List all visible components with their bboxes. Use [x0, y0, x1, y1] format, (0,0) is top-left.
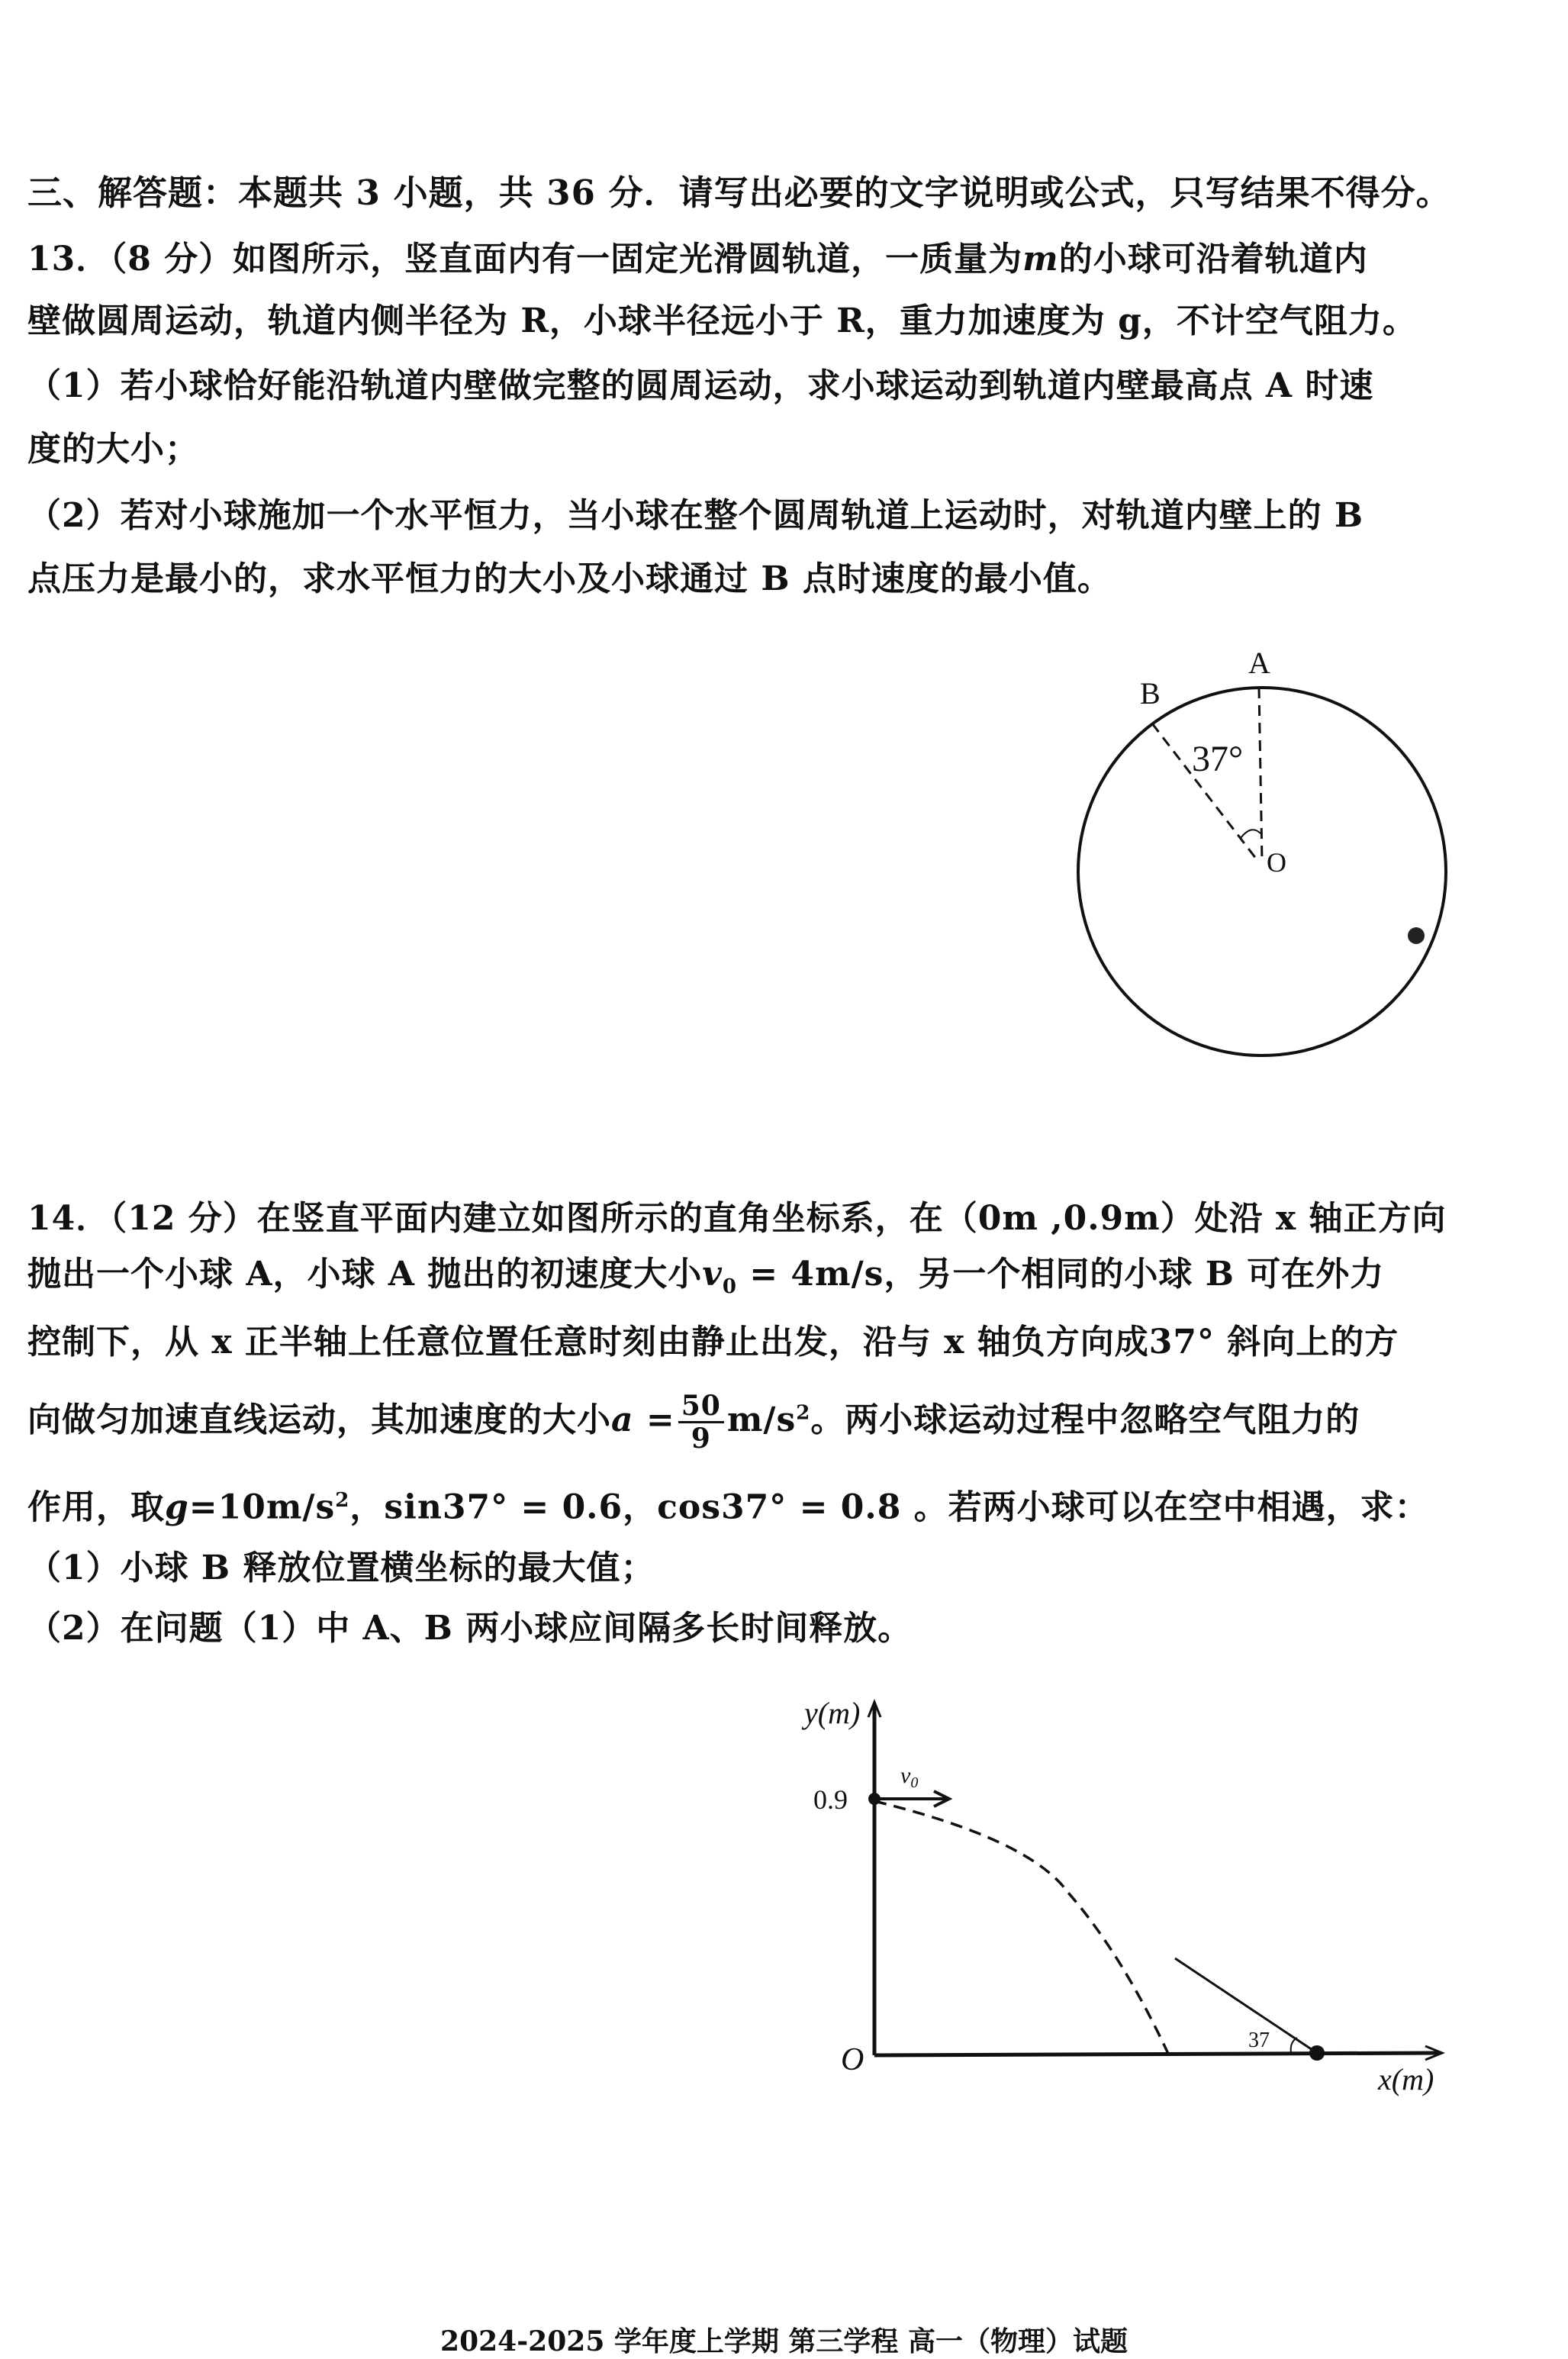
accel-unit: m/s [726, 1400, 797, 1439]
g-value: =10m/s [188, 1487, 336, 1527]
ball [1408, 927, 1425, 944]
q13-mass-var: m [1022, 240, 1059, 279]
angle-label: 37° [1192, 739, 1244, 779]
q13-part1: （1）若小球恰好能沿轨道内壁做完整的圆周运动，求小球运动到轨道内壁最高点 A 时速 [27, 366, 1374, 405]
q14-line4 [27, 1391, 1360, 1454]
v0-sub: 0 [910, 1774, 919, 1791]
v0-sub: 0 [722, 1275, 737, 1298]
q14-part1: （1）小球 B 释放位置横坐标的最大值； [27, 1548, 655, 1587]
q13-part2-cont: 点压力是最小的，求水平恒力的大小及小球通过 B 点时速度的最小值。 [27, 559, 1112, 598]
v0-value: = 4m/s [736, 1255, 884, 1294]
section-heading: 三、解答题：本题共 3 小题，共 36 分．请写出必要的文字说明或公式，只写结果不得分。 [27, 172, 1451, 213]
accel-unit-sup: 2 [796, 1401, 811, 1425]
origin-label: O [841, 2042, 864, 2077]
accel-var: a [611, 1400, 634, 1439]
circular-track [1078, 688, 1446, 1055]
q14-text: ，sin37° = 0.6，cos37° = 0.8 。若两小球可以在空中相遇，求： [349, 1487, 1429, 1527]
v0-label [900, 1763, 918, 1791]
label-o: O [1267, 847, 1286, 878]
v0-var: v [900, 1763, 911, 1788]
y-tick-0.9: 0.9 [813, 1784, 848, 1815]
x-axis [874, 2053, 1439, 2055]
page-footer: 2024-2025 学年度上学期 第三学程 高一（物理）试题 [440, 2325, 1128, 2357]
q14-text: 作用，取 [27, 1487, 165, 1527]
q13-text: 13．（8 分）如图所示，竖直面内有一固定光滑圆轨道，一质量为 [27, 240, 1023, 279]
angle-arc [1241, 830, 1261, 838]
q14-line2 [27, 1253, 1384, 1308]
angle-37-label: 37 [1248, 2029, 1270, 2052]
fraction-numerator: 50 [678, 1391, 724, 1423]
q14-text: 抛出一个小球 A，小球 A 抛出的初速度大小 [27, 1255, 703, 1294]
q14-line5 [27, 1479, 1429, 1529]
v0-var: v [702, 1255, 723, 1294]
q14-coordinate-figure [801, 1696, 1442, 2096]
fraction-denominator: 9 [691, 1423, 711, 1455]
g-sup: 2 [335, 1489, 350, 1512]
q13-circle-figure [1078, 646, 1446, 1055]
accel-fraction [678, 1391, 724, 1454]
q13-part1-cont: 度的大小； [27, 430, 199, 469]
q13-line2: 壁做圆周运动，轨道内侧半径为 R，小球半径远小于 R，重力加速度为 g，不计空气阻力。 [27, 301, 1417, 340]
accel-eq: = [633, 1400, 675, 1439]
q14-line1: 14．（12 分）在竖直平面内建立如图所示的直角坐标系，在（0m ,0.9m）处沿 x 轴正方向 [27, 1199, 1447, 1238]
q13-text: 的小球可沿着轨道内 [1058, 240, 1368, 279]
label-b: B [1140, 676, 1161, 711]
label-a: A [1248, 646, 1270, 680]
q13-part2: （2）若对小球施加一个水平恒力，当小球在整个圆周轨道上运动时，对轨道内壁上的 B [27, 496, 1364, 535]
x-axis-label: x(m) [1378, 2062, 1434, 2096]
ball-b [1309, 2045, 1325, 2061]
q14-text: ，另一个相同的小球 B 可在外力 [884, 1255, 1385, 1294]
q14-text: 。两小球运动过程中忽略空气阻力的 [810, 1400, 1360, 1439]
q14-part2: （2）在问题（1）中 A、B 两小球应间隔多长时间释放。 [27, 1609, 913, 1648]
q14-line3: 控制下，从 x 正半轴上任意位置任意时刻由静止出发，沿与 x 轴负方向成37° 斜向上的方 [27, 1323, 1399, 1362]
radius-oa [1259, 688, 1262, 862]
g-var: g [165, 1487, 189, 1527]
y-axis-label: y(m) [804, 1696, 861, 1730]
q14-text: 向做匀加速直线运动，其加速度的大小 [27, 1400, 611, 1439]
trajectory-a [874, 1801, 1169, 2055]
